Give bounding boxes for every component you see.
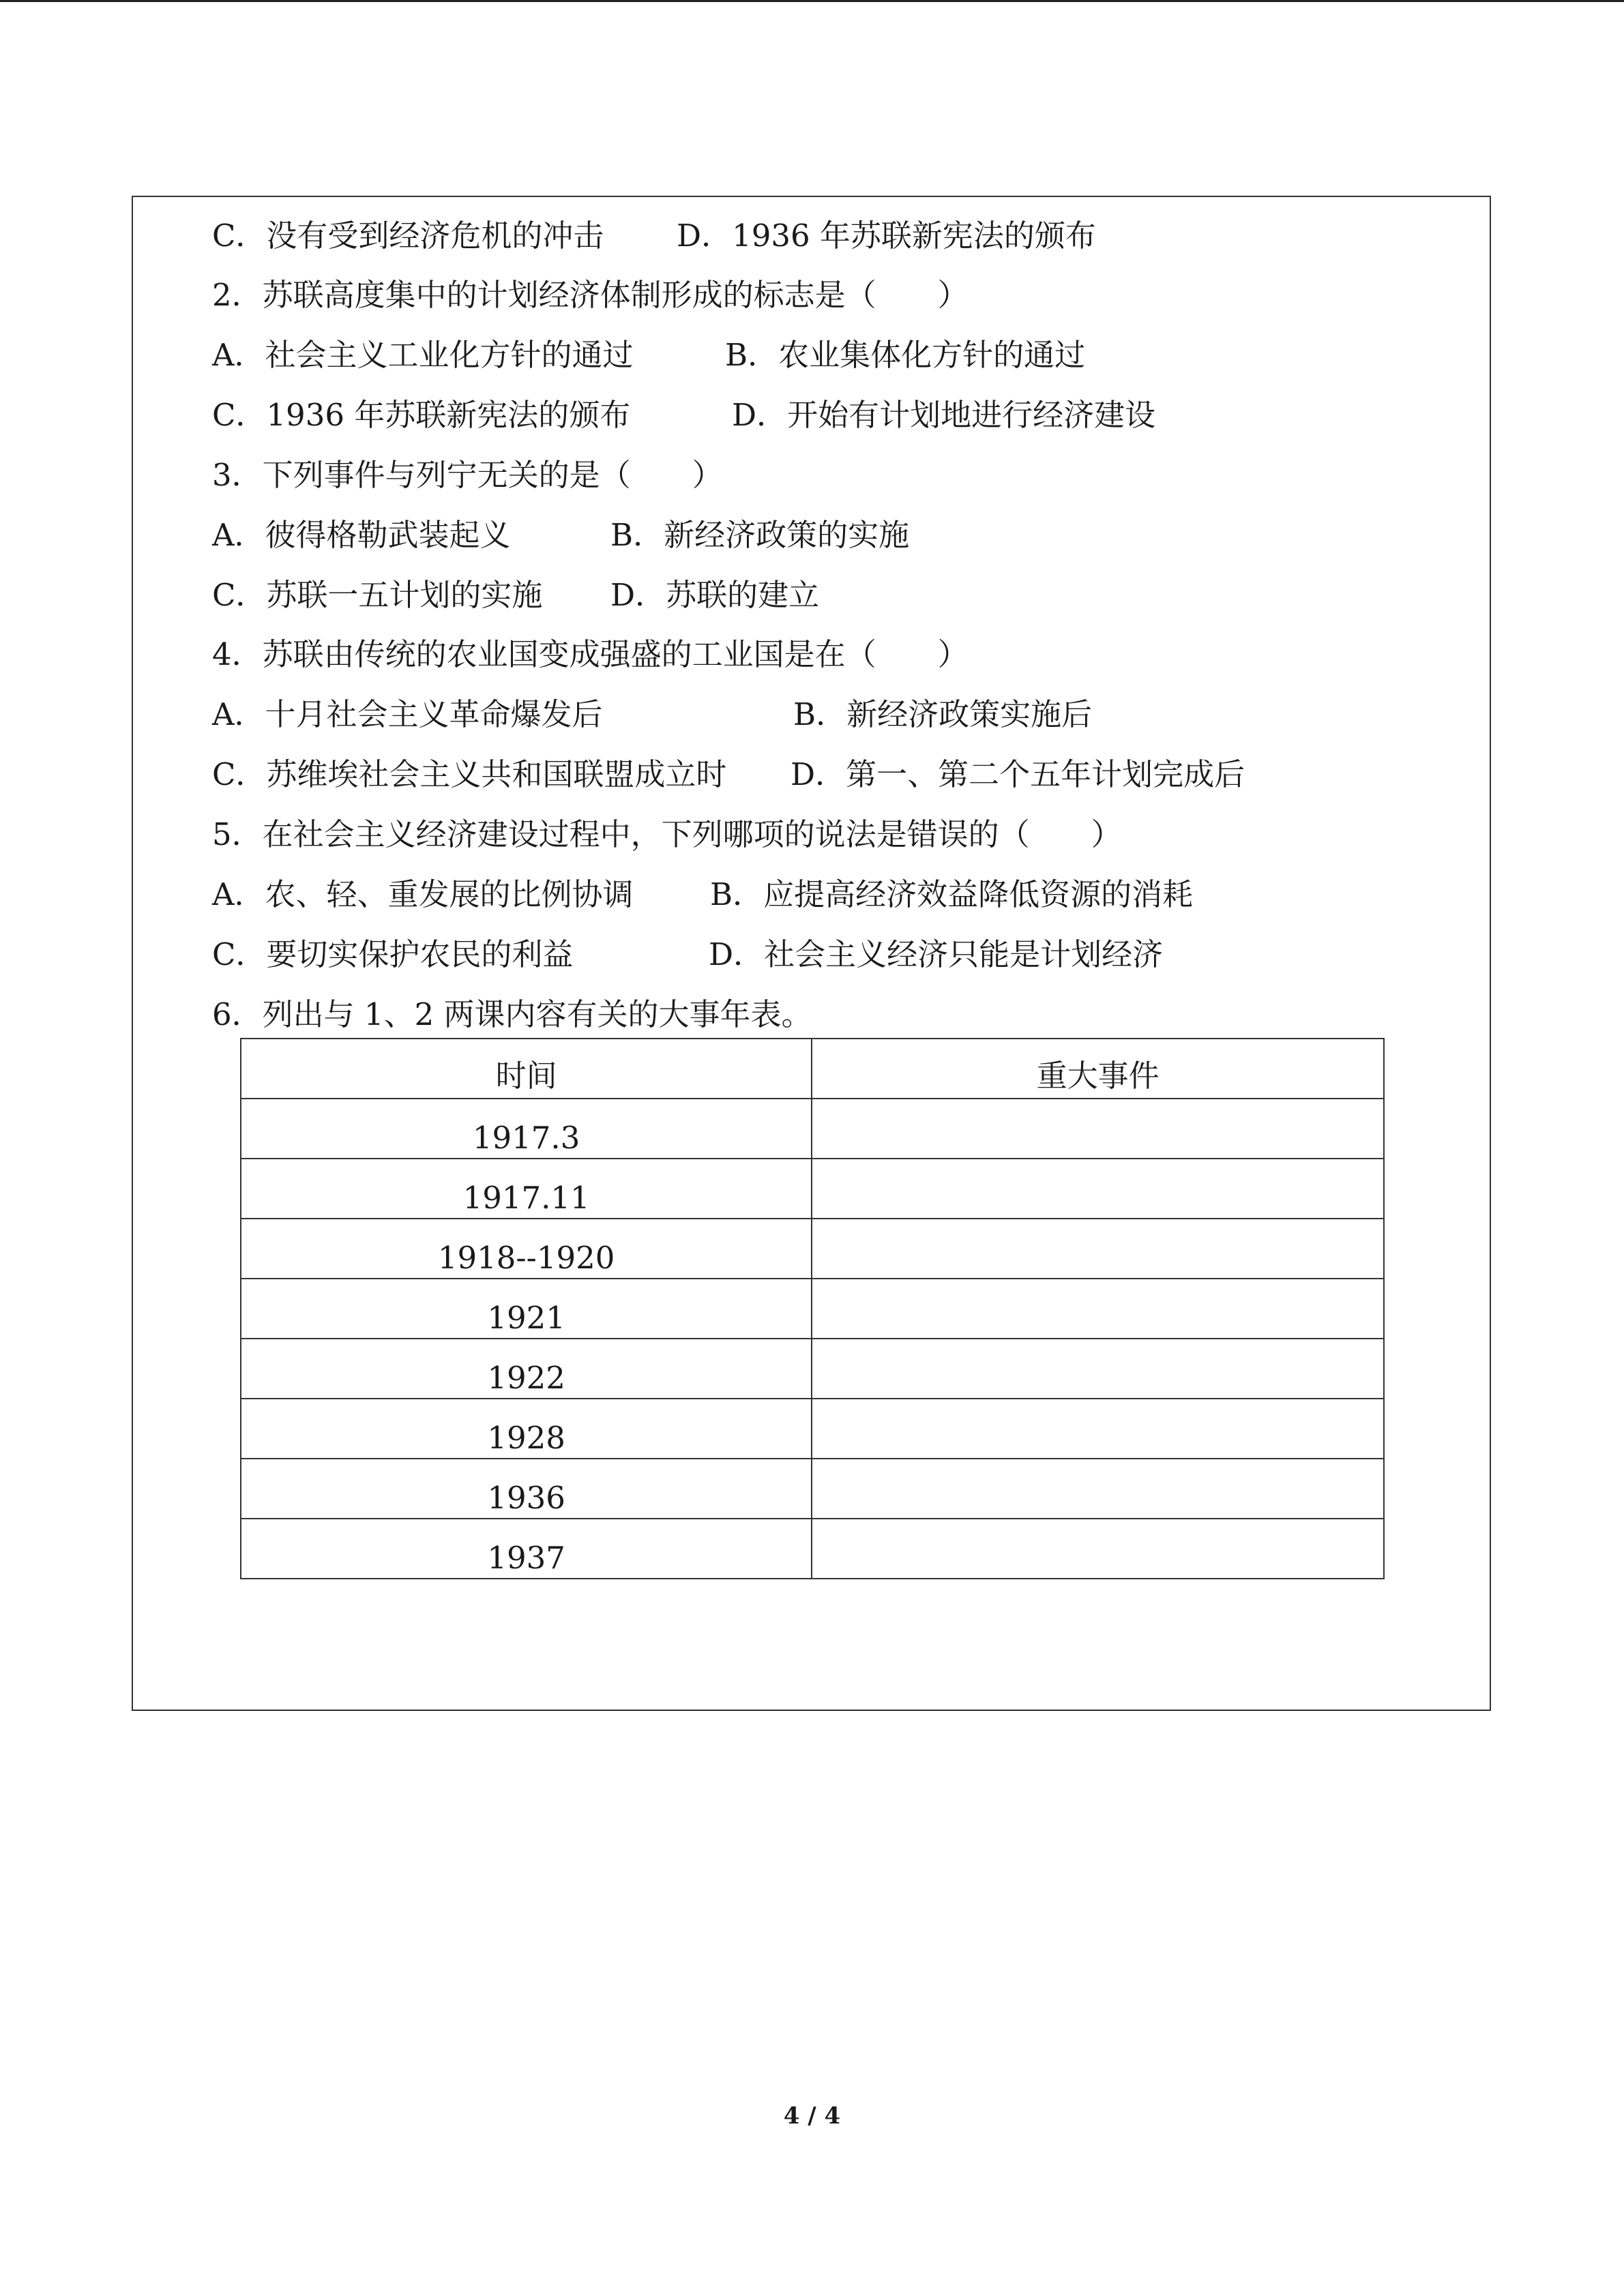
table-row (241, 1219, 1384, 1279)
time-cell: 1922 (241, 1339, 812, 1399)
chronology-table (240, 1038, 1385, 1579)
event-cell[interactable] (812, 1159, 1384, 1219)
option-b: B．新经济政策实施后 (793, 696, 1093, 732)
option-a: A．彼得格勒武装起义 (212, 517, 511, 553)
option-a: A．十月社会主义革命爆发后 (212, 696, 603, 732)
option-d: D．1936 年苏联新宪法的颁布 (677, 218, 1096, 254)
event-cell[interactable] (812, 1399, 1384, 1459)
time-cell: 1928 (241, 1399, 812, 1459)
option-b: B．新经济政策的实施 (610, 517, 910, 553)
time-cell: 1921 (241, 1279, 812, 1339)
table-row (241, 1399, 1384, 1459)
option-b: B．农业集体化方针的通过 (725, 337, 1086, 373)
option-c: C．苏维埃社会主义共和国联盟成立时 (212, 756, 727, 792)
question-2-stem: 2．苏联高度集中的计划经济体制形成的标志是（ ） (212, 277, 969, 313)
option-c: C．1936 年苏联新宪法的颁布 (212, 397, 631, 433)
question-6-stem: 6．列出与 1、2 两课内容有关的大事年表。 (212, 996, 812, 1032)
option-a: A．社会主义工业化方针的通过 (212, 337, 634, 373)
time-cell: 1917.11 (241, 1159, 812, 1219)
table-header-row (241, 1039, 1384, 1099)
table-row (241, 1279, 1384, 1339)
option-c: C．没有受到经济危机的冲击 (212, 218, 604, 254)
event-cell[interactable] (812, 1279, 1384, 1339)
option-c: C．苏联一五计划的实施 (212, 577, 543, 613)
time-cell: 1918--1920 (241, 1219, 812, 1279)
header-event: 重大事件 (812, 1039, 1384, 1099)
table-row (241, 1159, 1384, 1219)
event-cell[interactable] (812, 1339, 1384, 1399)
question-4-stem: 4．苏联由传统的农业国变成强盛的工业国是在（ ） (212, 636, 969, 672)
event-cell[interactable] (812, 1459, 1384, 1519)
option-d: D．苏联的建立 (610, 577, 820, 613)
option-d: D．第一、第二个五年计划完成后 (791, 756, 1245, 792)
option-d: D．社会主义经济只能是计划经济 (709, 936, 1164, 972)
table-row (241, 1519, 1384, 1579)
option-a: A．农、轻、重发展的比例协调 (212, 876, 634, 912)
table-row (241, 1339, 1384, 1399)
page-number: 4 / 4 (783, 2102, 841, 2130)
header-time: 时间 (241, 1039, 812, 1099)
option-d: D．开始有计划地进行经济建设 (732, 397, 1156, 433)
event-cell[interactable] (812, 1519, 1384, 1579)
event-cell[interactable] (812, 1099, 1384, 1159)
time-cell: 1937 (241, 1519, 812, 1579)
option-b: B．应提高经济效益降低资源的消耗 (710, 876, 1194, 912)
top-border-rule (0, 0, 1624, 2)
event-cell[interactable] (812, 1219, 1384, 1279)
question-5-stem: 5．在社会主义经济建设过程中，下列哪项的说法是错误的（ ） (212, 816, 1122, 852)
question-3-stem: 3．下列事件与列宁无关的是（ ） (212, 457, 723, 493)
table-row (241, 1099, 1384, 1159)
time-cell: 1936 (241, 1459, 812, 1519)
table-row (241, 1459, 1384, 1519)
option-c: C．要切实保护农民的利益 (212, 936, 574, 972)
time-cell: 1917.3 (241, 1099, 812, 1159)
